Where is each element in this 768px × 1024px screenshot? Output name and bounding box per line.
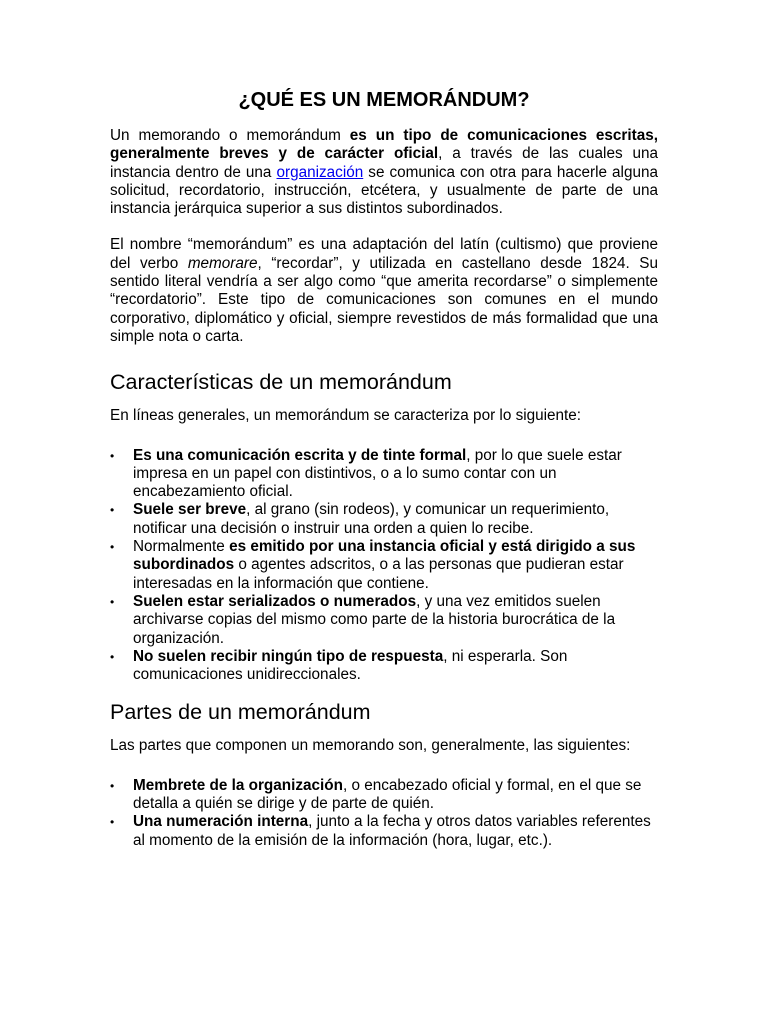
- intro2-text-a: El nombre “memorándum” es una adaptación del latín (cultismo) que proviene del verbo: [110, 236, 658, 272]
- list-item-text-post: , por lo que suele estar impresa en un papel con distintivos, o a lo sumo contar con un encabezamiento oficial.: [133, 446, 622, 501]
- page-title: ¿QUÉ ES UN MEMORÁNDUM?: [238, 89, 530, 111]
- bullet-icon: •: [110, 649, 115, 664]
- list-item-text-bold: No suelen recibir ningún tipo de respuesta: [133, 647, 444, 665]
- section-heading-caracteristicas: Características de un memorándum: [110, 370, 452, 395]
- bullet-icon: •: [110, 448, 115, 463]
- intro-paragraph-definition: [110, 127, 658, 218]
- list-item-text-pre: Normalmente: [133, 538, 230, 556]
- bullet-icon: •: [110, 540, 115, 555]
- intro1-text-a: Un memorando o memorándum: [110, 127, 350, 144]
- list-item: [110, 813, 658, 850]
- intro1-bold-definition: es un tipo de comunicaciones escritas, generalmente breves y de carácter oficial: [110, 127, 658, 163]
- intro1-text-c: , a través de las cuales una instancia dentro de una: [110, 145, 658, 181]
- bullet-icon: •: [110, 815, 115, 830]
- caracteristicas-list: [110, 447, 658, 685]
- list-item-text-post: , y una vez emitidos suelen archivarse copias del mismo como parte de la historia burocrática de la organización.: [133, 592, 616, 647]
- bullet-icon: •: [110, 594, 115, 609]
- section-lead-partes: Las partes que componen un memorando son, generalmente, las siguientes:: [110, 737, 631, 755]
- list-item-text-post: , o encabezado oficial y formal, en el que se detalla a quién se dirige y de parte de quién.: [133, 776, 642, 813]
- bullet-icon: •: [110, 503, 115, 518]
- list-item: [110, 538, 658, 593]
- list-item-text-bold: Membrete de la organización: [133, 776, 343, 794]
- intro-paragraph-etymology: [110, 236, 658, 346]
- list-item-text-post: , ni esperarla. Son comunicaciones unidireccionales.: [133, 647, 568, 684]
- list-item: [110, 501, 658, 538]
- list-item: [110, 447, 658, 502]
- list-item: [110, 593, 658, 648]
- organizacion-link[interactable]: organización: [276, 163, 364, 181]
- list-item: [110, 777, 658, 814]
- document-content: [110, 86, 658, 850]
- list-item-text-bold: Suelen estar serializados o numerados: [133, 592, 417, 610]
- list-item-text-post: , junto a la fecha y otros datos variables referentes al momento de la emisión de la información (hora, lugar, etc.).: [133, 813, 651, 849]
- list-item-text-post: o agentes adscritos, o a las personas que pudieran estar interesadas en la información que contiene.: [133, 556, 624, 592]
- list-item-text-bold: es emitido por una instancia oficial y está dirigido a sus subordinados: [133, 538, 636, 574]
- intro2-text-b: , “recordar”, y utilizada en castellano desde 1824. Su sentido literal vendría a ser algo como “que amerita recordarse” o simplemente “recordatorio”. Este tipo de comunicaciones son comunes en el mundo corporativo, diplomático y oficial, siempre revestidos de más formalidad que una simple nota o carta.: [110, 254, 658, 345]
- bullet-icon: •: [110, 778, 115, 793]
- list-item-text-bold: Es una comunicación escrita y de tinte formal: [133, 446, 467, 464]
- list-item-text-bold: Una numeración interna: [133, 813, 309, 831]
- intro2-italic-memorare: memorare: [187, 254, 258, 272]
- section-heading-partes: Partes de un memorándum: [110, 700, 371, 725]
- section-lead-caracteristicas: En líneas generales, un memorándum se caracteriza por lo siguiente:: [110, 407, 582, 425]
- partes-list: [110, 777, 658, 850]
- list-item-text-bold: Suele ser breve: [133, 501, 247, 519]
- intro1-text-d: se comunica con otra para hacerle alguna solicitud, recordatorio, instrucción, etcétera, y usualmente de parte de una instancia jerárquica superior a sus distintos subordinados.: [110, 163, 658, 218]
- list-item-text-post: , al grano (sin rodeos), y comunicar un requerimiento, notificar una decisión o instruir una orden a quien lo recibe.: [133, 501, 610, 537]
- list-item: [110, 648, 658, 685]
